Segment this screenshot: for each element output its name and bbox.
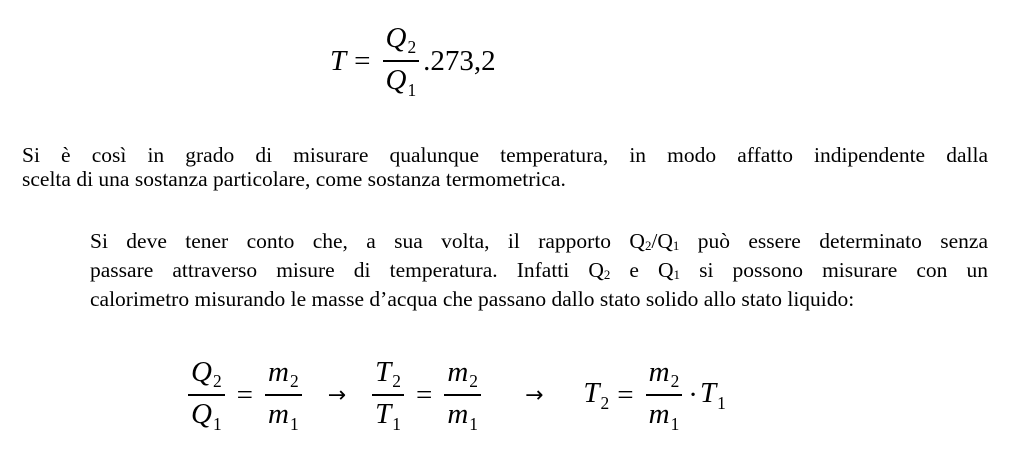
eq1-equals: =	[354, 44, 371, 77]
paragraph-1-line-2: scelta di una sostanza particolare, come sostanza termometrica.	[22, 167, 566, 191]
paragraph-2-line-1: Si deve tener conto che, a sua volta, il rapporto Q2/Q1 può essere determinato senza	[90, 229, 988, 253]
fraction-bar	[188, 394, 225, 396]
equation-temperature	[330, 24, 496, 99]
eq1-denominator: $Q_1$	[385, 64, 417, 100]
eq2-fraction-q: $\frac{Q_2}{Q_1}$	[188, 358, 225, 433]
fraction-bar	[383, 60, 420, 62]
eq1-tail: .273,2	[423, 44, 496, 77]
fraction-bar	[646, 394, 683, 396]
eq2-equals-3: =	[617, 378, 634, 411]
eq2-fraction-m-3: $\frac{m_2}{m_1}$	[646, 358, 683, 433]
eq2-fraction-m-2: $\frac{m_2}{m_1}$	[444, 358, 481, 433]
eq2-dot: ·	[688, 378, 698, 411]
eq2-equals-1: =	[236, 378, 254, 411]
fraction-bar	[265, 394, 302, 396]
paragraph-2-line-3: calorimetro misurando le masse d’acqua che passano dallo stato solido allo stato liquido:	[90, 286, 855, 311]
eq1-lhs: T	[330, 44, 347, 77]
eq2-rhs-t1: $T_1$	[699, 377, 726, 413]
eq1-numerator: $Q_2$	[385, 22, 417, 58]
equation-chain	[184, 358, 726, 433]
eq1-fraction	[383, 24, 420, 99]
fraction-bar	[444, 394, 481, 396]
paragraph-1	[22, 143, 988, 191]
paragraph-2	[22, 229, 988, 311]
eq2-fraction-t: $\frac{T_2}{T_1}$	[372, 358, 404, 433]
eq2-lhs-t2: $T_2$	[583, 377, 610, 413]
eq2-fraction-m-1: $\frac{m_2}{m_1}$	[265, 358, 302, 433]
fraction-bar	[372, 394, 404, 396]
arrow-right-icon: →	[327, 382, 347, 408]
paragraph-1-line-1: Si è così in grado di misurare qualunque temperatura, in modo affatto indipendente dalla	[22, 143, 988, 167]
eq2-equals-2: =	[415, 378, 433, 411]
paragraph-2-line-2: passare attraverso misure di temperatura. Infatti Q2 e Q1 si possono misurare con un	[90, 257, 988, 282]
arrow-right-icon: →	[524, 382, 544, 408]
